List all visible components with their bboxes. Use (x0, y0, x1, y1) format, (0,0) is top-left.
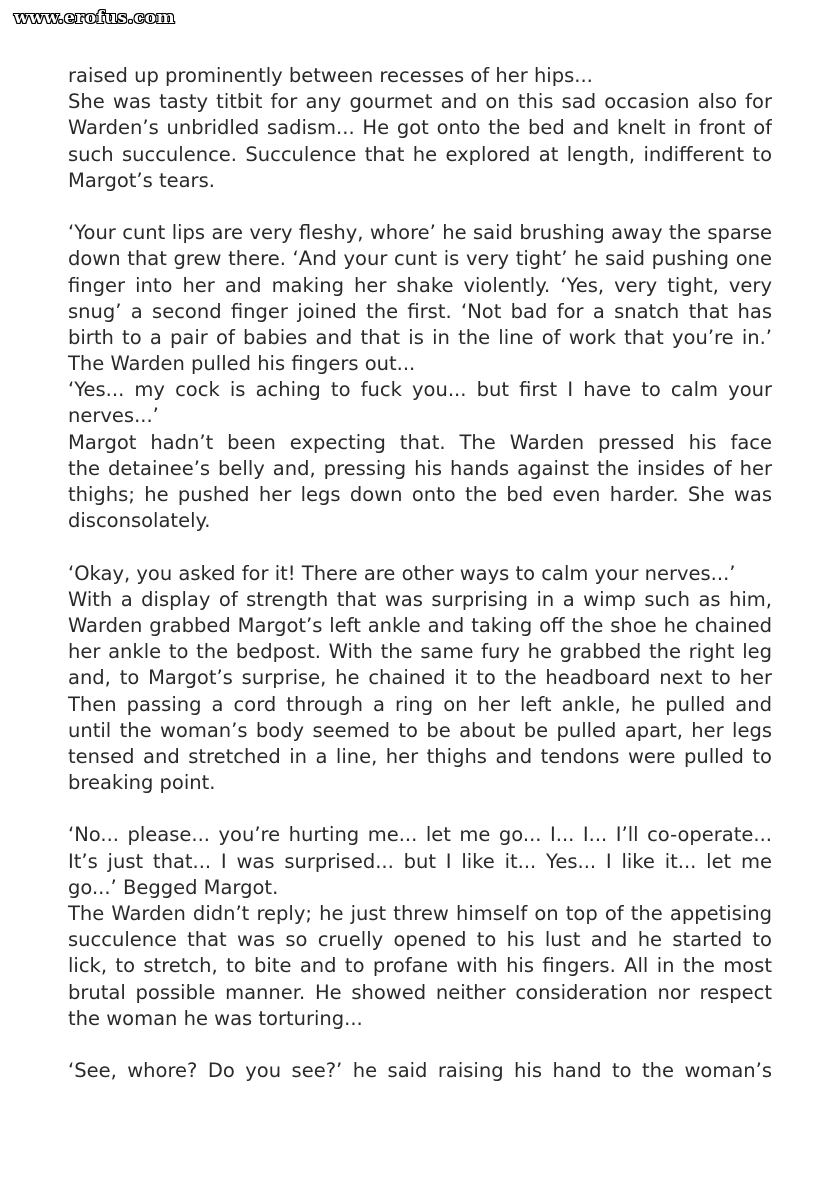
text-line: tensed and stretched in a line, her thighs and tendons were pulled to (68, 744, 772, 768)
text-line: and, to Margot’s surprise, he chained it to the headboard next to her (68, 666, 772, 690)
text-line: Warden grabbed Margot’s left ankle and taking off the shoe he chained (68, 613, 772, 637)
paragraph (68, 63, 772, 194)
text-line: The Warden pulled his fingers out... (68, 352, 416, 376)
text-line: ‘Yes... my cock is aching to fuck you... but first I have to calm your (68, 378, 772, 402)
text-line: go...’ Begged Margot. (68, 875, 279, 899)
paragraph (68, 220, 772, 534)
paragraph-gap (68, 796, 772, 822)
paragraph (68, 822, 772, 1032)
text-line: The Warden didn’t reply; he just threw himself on top of the appetising (68, 902, 772, 925)
text-line: birth to a pair of babies and that is in the line of work that you’re in.’ (68, 325, 772, 349)
text-line: ‘No... please... you’re hurting me... let me go... I... I... I’ll co-operate... (68, 823, 772, 847)
text-line: ‘Your cunt lips are very fleshy, whore’ he said brushing away the sparse (68, 221, 772, 245)
text-line: down that grew there. ‘And your cunt is very tight’ he said pushing one (68, 247, 772, 271)
text-line: Then passing a cord through a ring on her left ankle, he pulled and (68, 692, 772, 716)
text-line: With a display of strength that was surprising in a wimp such as him, (68, 587, 772, 611)
text-line: such succulence. Succulence that he explored at length, indifferent to (68, 142, 772, 166)
paragraph-gap (68, 194, 772, 220)
text-line: raised up prominently between recesses of her hips... (68, 64, 593, 87)
text-line: Warden’s unbridled sadism... He got onto the bed and knelt in front of (68, 116, 772, 140)
text-line: until the woman’s body seemed to be about be pulled apart, her legs (68, 718, 772, 742)
story-page (68, 63, 772, 1084)
text-line: snug’ a second finger joined the first. ‘Not bad for a snatch that has (68, 299, 772, 323)
text-line: lick, to stretch, to bite and to profane with his fingers. All in the most (68, 954, 772, 978)
text-line: brutal possible manner. He showed neither consideration nor respect (68, 980, 772, 1004)
text-line: breaking point. (68, 771, 216, 795)
paragraph (68, 1058, 772, 1084)
text-line: the detainee’s belly and, pressing his hands against the insides of her (68, 456, 772, 480)
paragraph-gap (68, 534, 772, 560)
text-line: nerves...’ (68, 404, 159, 428)
text-line: thighs; he pushed her legs down onto the bed even harder. She was (68, 483, 772, 506)
text-line: disconsolately. (68, 509, 211, 533)
text-line: finger into her and making her shake violently. ‘Yes, very tight, very (68, 273, 772, 297)
text-line: the woman he was torturing... (68, 1006, 363, 1030)
paragraph-gap (68, 1032, 772, 1058)
text-line: her ankle to the bedpost. With the same fury he grabbed the right leg (68, 640, 772, 664)
text-line: succulence that was so cruelly opened to his lust and he started to (68, 928, 772, 952)
text-line: It’s just that... I was surprised... but I like it... Yes... I like it... let me (68, 849, 772, 873)
paragraph (68, 561, 772, 797)
text-line: ‘Okay, you asked for it! There are other ways to calm your nerves...’ (68, 561, 736, 585)
text-line: ‘See, whore? Do you see?’ he said raising his hand to the woman’s (68, 1059, 772, 1083)
site-watermark: www.erofus.com (14, 8, 176, 28)
text-line: Margot hadn’t been expecting that. The Warden pressed his face (68, 430, 772, 454)
text-line: She was tasty titbit for any gourmet and on this sad occasion also for (68, 90, 772, 114)
text-line: Margot’s tears. (68, 168, 215, 192)
